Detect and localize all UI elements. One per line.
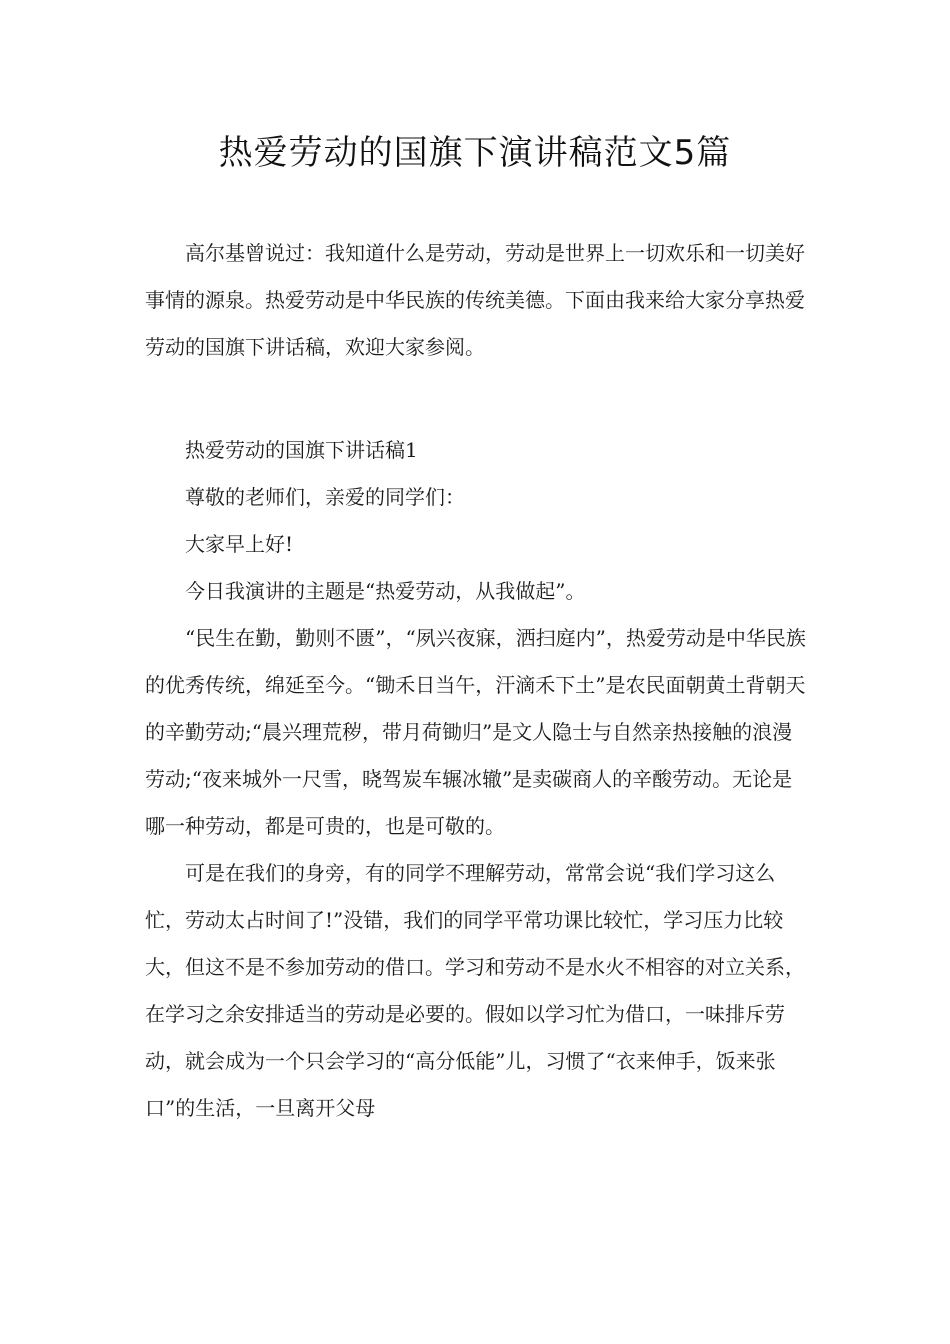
- section-heading: 热爱劳动的国旗下讲话稿1: [185, 438, 418, 462]
- salutation-line: 大家早上好!: [185, 532, 294, 556]
- intro-paragraph: 高尔基曾说过：我知道什么是劳动，劳动是世界上一切欢乐和一切美好事情的源泉。热爱劳动是中华民族的传统美德。下面由我来给大家分享热爱劳动的国旗下讲话稿，欢迎大家参阅。: [145, 241, 805, 359]
- document-title: 热爱劳动的国旗下演讲稿范文5篇: [218, 133, 732, 173]
- topic-line: 今日我演讲的主题是“热爱劳动，从我做起”。: [185, 579, 586, 603]
- intro-section: [145, 230, 810, 371]
- greeting-line: 尊敬的老师们，亲爱的同学们：: [185, 485, 465, 509]
- body-paragraph-2: 可是在我们的身旁，有的同学不理解劳动，常常会说“我们学习这么忙，劳动太占时间了!”没错，我们的同学平常功课比较忙，学习压力比较大，但这不是不参加劳动的借口。学习和劳动不是水火不相容的对立关系，在学习之余安排适当的劳动是必要的。假如以学习忙为借口，一味排斥劳动，就会成为一个只会学习的“高分低能”儿，习惯了“衣来伸手，饭来张口”的生活，一旦离开父母: [145, 861, 805, 1120]
- speech-section: [145, 427, 810, 1132]
- body-paragraph-1: “民生在勤，勤则不匮”，“夙兴夜寐，洒扫庭内”，热爱劳动是中华民族的优秀传统，绵延至今。“锄禾日当午，汗滴禾下土”是农民面朝黄土背朝天的辛勤劳动;“晨兴理荒秽，带月荷锄归”是文人隐士与自然亲热接触的浪漫劳动;“夜来城外一尺雪，晓驾炭车辗冰辙”是卖碳商人的辛酸劳动。无论是哪一种劳动，都是可贵的，也是可敬的。: [145, 626, 806, 838]
